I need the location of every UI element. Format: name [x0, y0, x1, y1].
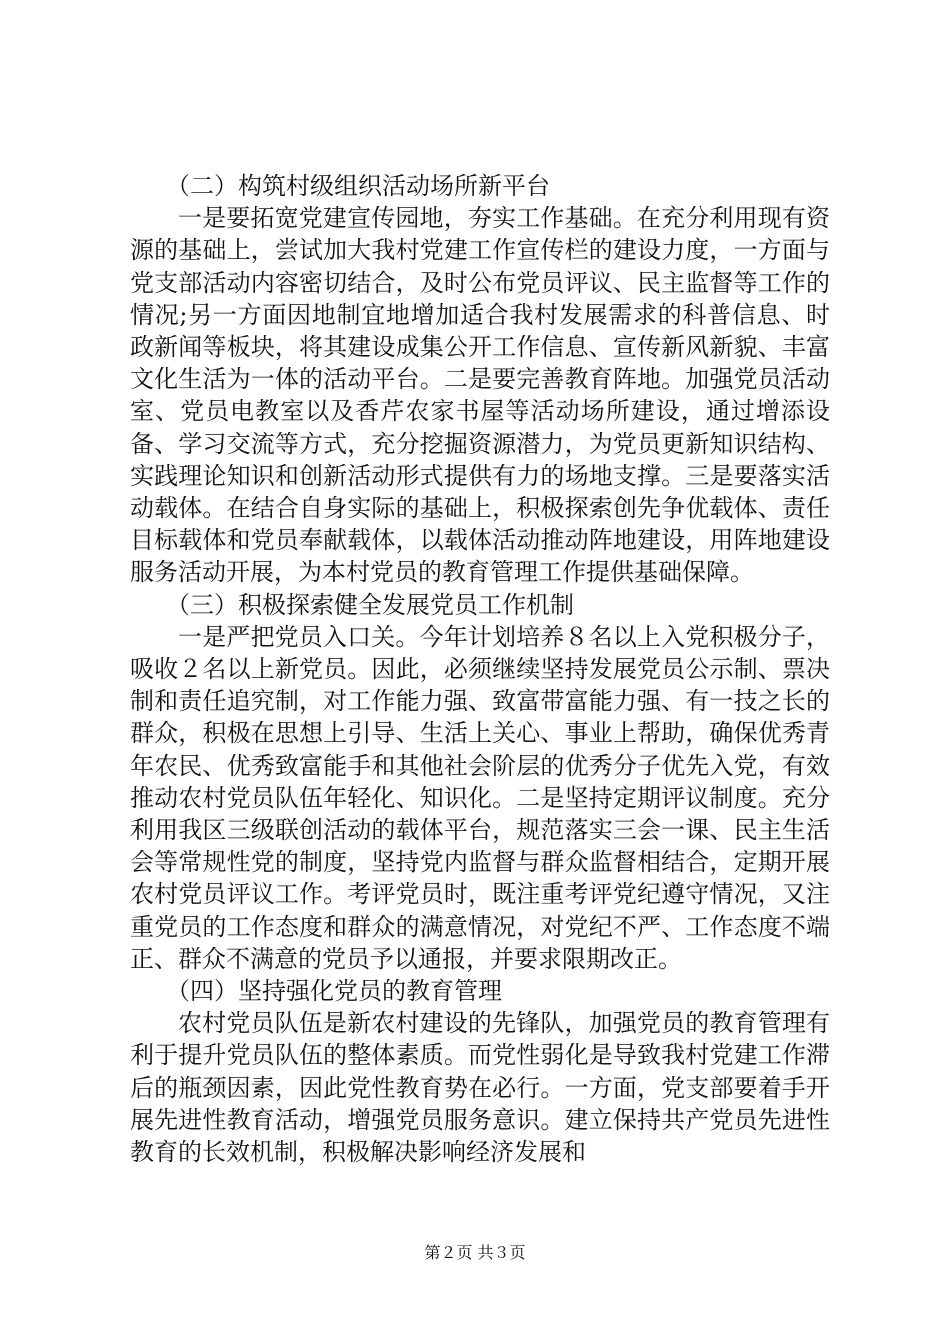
section-heading: （二）构筑村级组织活动场所新平台 — [166, 172, 550, 200]
section-heading: （四）坚持强化党员的教育管理 — [166, 977, 502, 1006]
section-paragraph: 农村党员队伍是新农村建设的先锋队，加强党员的教育管理有利于提升党员队伍的整体素质。而党性弱化是导致我村党建工作滞后的瓶颈因素，因此党性教育势在必行。一方面，党支部要着手开展先进性教育活动，增强党员服务意识。建立保持共产党员先进性教育的长效机制，积极解决影响经济发展和 — [130, 1009, 830, 1167]
section-paragraph: 一是严把党员入口关。今年计划培养８名以上入党积极分子，吸收２名以上新党员。因此，必须继续坚持发展党员公示制、票决制和责任追究制，对工作能力强、致富带富能力强、有一技之长的群众，积极在思想上引导、生活上关心、事业上帮助，确保优秀青年农民、优秀致富能手和其他社会阶层的优秀分子优先入党，有效推动农村党员队伍年轻化、知识化。二是坚持定期评议制度。充分利用我区三级联创活动的载体平台，规范落实三会一课、民主生活会等常规性党的制度，坚持党内监督与群众监督相结合，定期开展农村党员评议工作。考评党员时，既注重考评党纪遵守情况，又注重党员的工作态度和群众的满意情况，对党纪不严、工作态度不端正、群众不满意的党员予以通报，并要求限期改正。 — [130, 622, 830, 973]
section-heading: （三）积极探索健全发展党员工作机制 — [166, 590, 574, 619]
document-body — [130, 170, 830, 1168]
section-paragraph: 一是要拓宽党建宣传园地，夯实工作基础。在充分利用现有资源的基础上，尝试加大我村党建工作宣传栏的建设力度，一方面与党支部活动内容密切结合，及时公布党员评议、民主监督等工作的情况;另一方面因地制宜地增加适合我村发展需求的科普信息、时政新闻等板块，将其建设成集公开工作信息、宣传新风新貌、丰富文化生活为一体的活动平台。二是要完善教育阵地。加强党员活动室、党员电教室以及香芹农家书屋等活动场所建设，通过增添设备、学习交流等方式，充分挖掘资源潜力，为党员更新知识结构、实践理论知识和创新活动形式提供有力的场地支撑。三是要落实活动载体。在结合自身实际的基础上，积极探索创先争优载体、责任目标载体和党员奉献载体，以载体活动推动阵地建设，用阵地建设服务活动开展，为本村党员的教育管理工作提供基础保障。 — [130, 204, 830, 587]
page-number-footer: 第２页 共３页 — [424, 1243, 526, 1262]
